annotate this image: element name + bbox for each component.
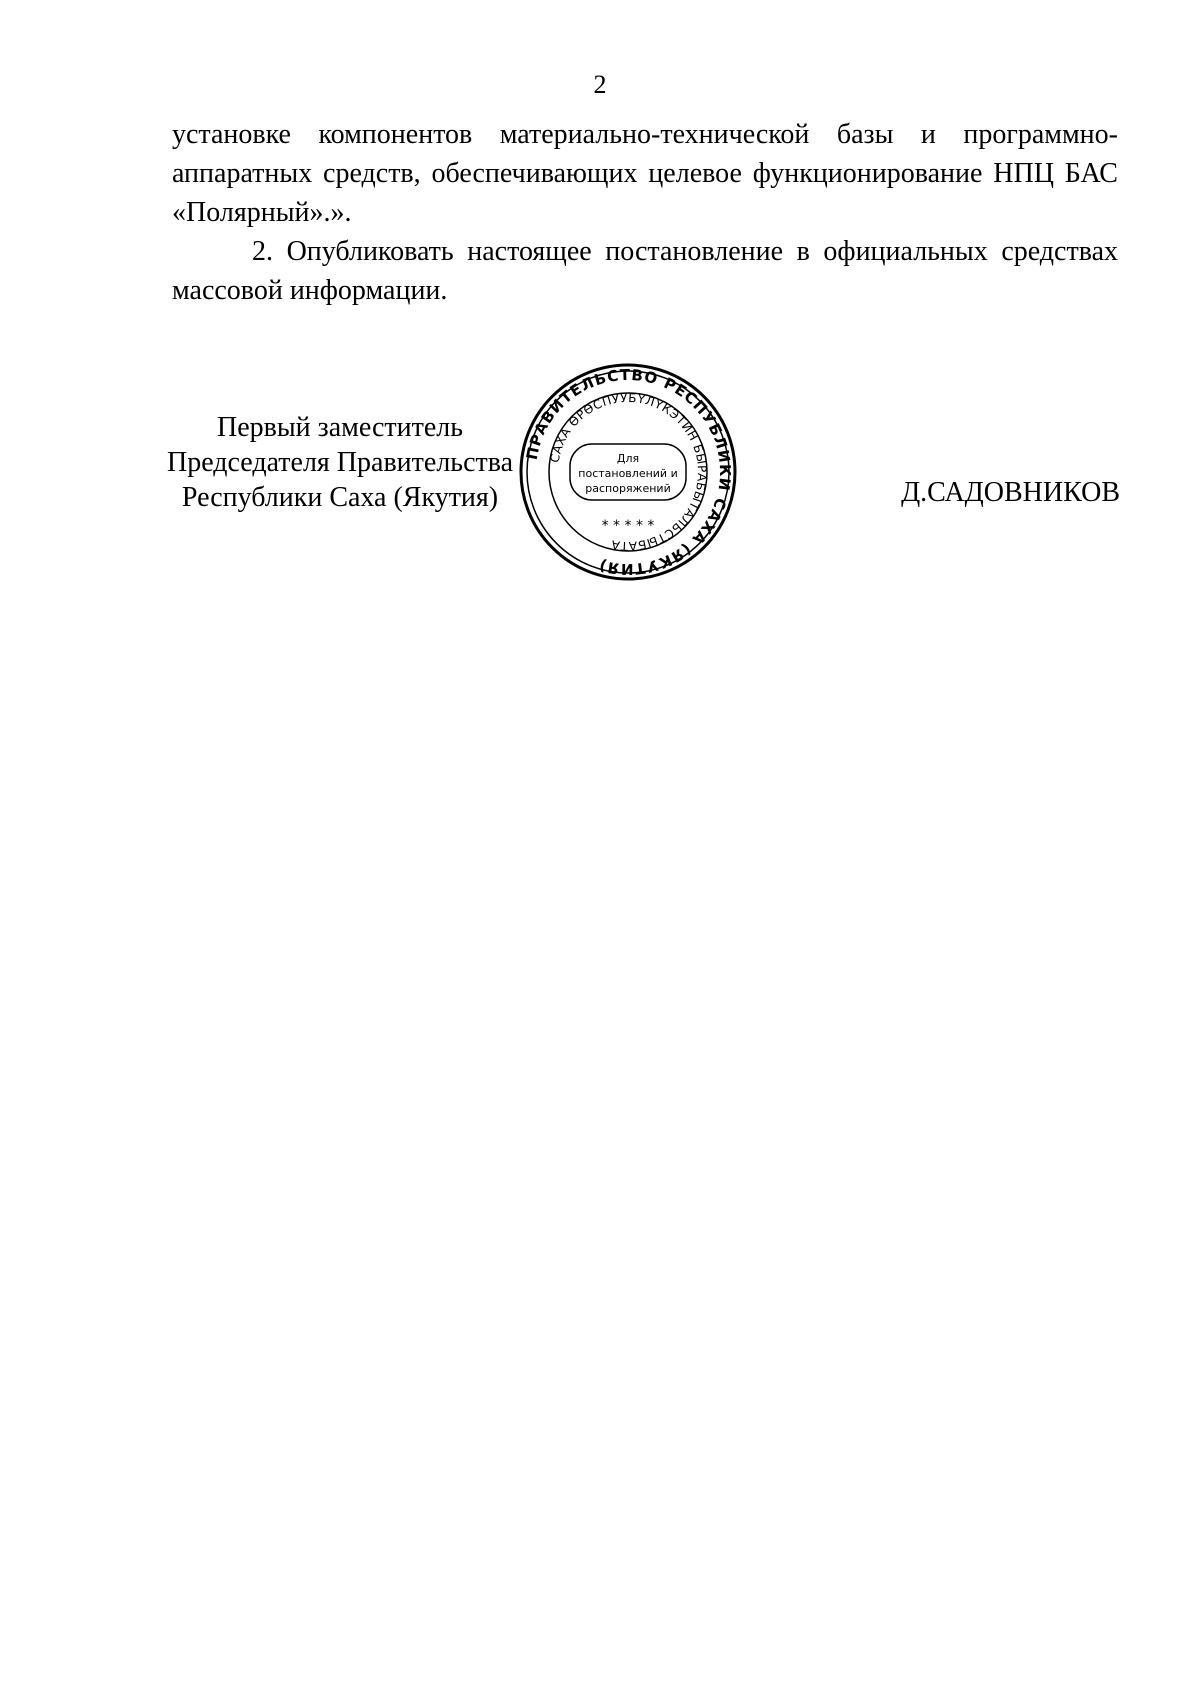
official-seal-stamp bbox=[518, 362, 738, 582]
signatory-position-line: Председателя Правительства bbox=[166, 447, 514, 478]
seal-stars: * * * * * bbox=[601, 518, 655, 534]
seal-center-line: распоряжений bbox=[585, 482, 671, 495]
seal-inner-ring-text: САХА ӨРӨСПУУБҮЛҮКЭТИН БЫРАБЫТАЛЬСТЫБАТА bbox=[547, 390, 710, 554]
seal-outer-text: ПРАВИТЕЛЬСТВО РЕСПУБЛИКИ САХА (ЯКУТИЯ) bbox=[522, 365, 735, 579]
paragraph-item-2: 2. Опубликовать настоящее постановление в официальных средствах массовой информации. bbox=[172, 236, 1118, 306]
signatory-position bbox=[150, 410, 530, 515]
seal-center-line: постановлений и bbox=[578, 467, 678, 480]
seal-center-line: Для bbox=[616, 452, 640, 465]
document-body bbox=[172, 115, 1118, 310]
signatory-name: Д.САДОВНИКОВ bbox=[901, 477, 1120, 508]
paragraph-continuation: установке компонентов материально-технической базы и программно-аппаратных средств, обеспечивающих целевое функционирование НПЦ БАС «Полярный».». bbox=[172, 119, 1118, 228]
signatory-position-line: Республики Саха (Якутия) bbox=[181, 482, 499, 513]
page-number: 2 bbox=[593, 70, 607, 99]
signatory-position-line: Первый заместитель bbox=[216, 412, 464, 443]
